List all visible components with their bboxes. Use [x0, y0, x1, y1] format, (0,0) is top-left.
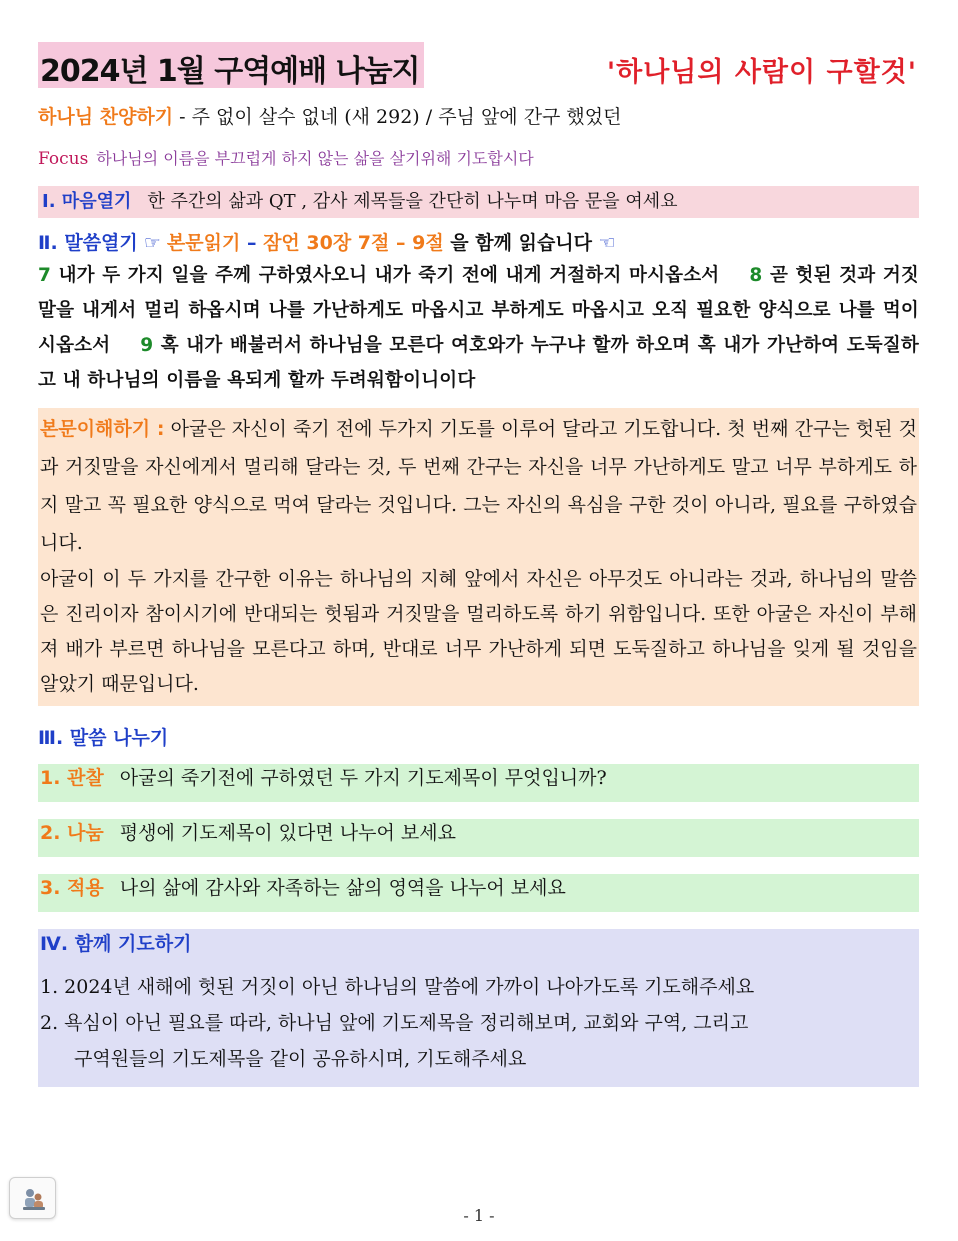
passage-explanation	[38, 408, 919, 706]
explain-paragraph-1: 아굴은 자신이 죽기 전에 두가지 기도를 이루어 달라고 기도합니다. 첫 번째 간구는 헛된 것과 거짓말을 자신에게서 멀리해 달라는 것, 두 번째 간구는 자신을 너무 가난하게도 말고 너무 부하게도 하지 말고 꼭 필요한 양식으로 먹여 달라는 것입니다. 그는 자신의 욕심을 구한 것이 아니라, 필요를 구하였습니다.	[40, 418, 918, 554]
header	[38, 40, 919, 92]
prayer-list	[40, 969, 917, 1077]
section-share-word	[38, 724, 919, 752]
page-title: 2024년 1월 구역예배 나눔지	[38, 42, 424, 88]
passage-reference: 잠언 30장 7절 – 9절	[263, 232, 444, 254]
question-label: 2. 나눔	[40, 822, 104, 844]
section1-heading: Ⅰ. 마음열기	[42, 191, 132, 212]
section-pray-together	[38, 929, 919, 1087]
section-open-word	[38, 228, 919, 258]
explain-paragraph-2: 아굴이 이 두 가지를 간구한 이유는 하나님의 지혜 앞에서 자신은 아무것도 아니라는 것과, 하나님의 말씀은 진리이자 참이시기에 반대되는 헛됨과 거짓말을 멀리하도록 하기 위함입니다. 또한 아굴은 자신이 부해져 배가 부르면 하나님을 모른다고 하며, 반대로 너무 가난하게 되면 도둑질하고 하나님을 잊게 될 것임을 알았기 때문입니다.	[40, 568, 917, 695]
pointing-hand-left-icon: ☜	[598, 232, 616, 254]
praise-label: 하나님 찬양하기	[38, 106, 174, 128]
question-observation	[38, 764, 919, 802]
verse-text: 혹 내가 배불러서 하나님을 모른다 여호와가 누구냐 할까 하오며 혹 내가 가난하여 도둑질하고 내 하나님의 이름을 욕되게 할까 두려워함이니이다	[38, 335, 919, 391]
prayer-item: 1. 2024년 새해에 헛된 거짓이 아닌 하나님의 말씀에 가까이 나아가도록 기도해주세요	[40, 976, 755, 998]
question-text: 나의 삶에 감사와 자족하는 삶의 영역을 나누어 보세요	[119, 877, 566, 899]
verse-text: 내가 두 가지 일을 주께 구하였사오니 내가 죽기 전에 내게 거절하지 마시옵소서	[51, 265, 727, 286]
section4-heading: Ⅳ. 함께 기도하기	[40, 933, 192, 955]
verse-text: 곧 헛된 것과 거짓말을 내게서 멀리 하옵시며 나를 가난하게도 마옵시고 부하게도 마옵시고 오직 필요한 양식으로 나를 먹이시옵소서	[38, 265, 919, 356]
explain-label: 본문이해하기 :	[40, 418, 165, 440]
verse-number: 7	[38, 265, 52, 286]
praise-text: - 주 없이 살수 없네 (새 292) / 주님 앞에 간구 했었던	[173, 106, 622, 128]
question-text: 평생에 기도제목이 있다면 나누어 보세요	[119, 822, 456, 844]
section1-text: 한 주간의 삶과 QT , 감사 제목들을 간단히 나누며 마음 문을 여세요	[147, 191, 678, 212]
prayer-item	[40, 1005, 917, 1077]
focus-label: Focus	[38, 149, 89, 169]
section3-heading: Ⅲ. 말씀 나누기	[38, 727, 169, 749]
read-passage-label: 본문읽기	[166, 232, 241, 254]
verse-number: 9	[140, 335, 154, 356]
praise-line	[38, 104, 919, 130]
question-label: 3. 적용	[40, 877, 104, 899]
page-number: - 1 -	[463, 1206, 495, 1225]
prayer-item-text: 2. 욕심이 아닌 필요를 따라, 하나님 앞에 기도제목을 정리해보며, 교회와 구역, 그리고	[40, 1012, 749, 1034]
scripture-passage	[38, 258, 919, 398]
section2-heading: Ⅱ. 말씀열기	[38, 232, 138, 254]
question-sharing	[38, 819, 919, 857]
read-instruction: 을 함께 읽습니다	[443, 232, 599, 254]
focus-line	[38, 146, 919, 172]
page-subtitle: '하나님의 사람이 구할것'	[606, 57, 917, 88]
prayer-item-continuation: 구역원들의 기도제목을 같이 공유하시며, 기도해주세요	[74, 1048, 527, 1070]
question-text: 아굴의 죽기전에 구하였던 두 가지 기도제목이 무엇입니까?	[119, 767, 607, 789]
section-open-heart	[38, 186, 919, 218]
question-label: 1. 관찰	[40, 767, 104, 789]
verse-number: 8	[749, 265, 763, 286]
pointing-hand-right-icon: ☞	[143, 232, 161, 254]
question-application	[38, 874, 919, 912]
focus-text: 하나님의 이름을 부끄럽게 하지 않는 삶을 살기위해 기도합시다	[96, 149, 534, 168]
worksheet-page	[38, 40, 919, 1087]
section2-dash: –	[240, 232, 264, 254]
